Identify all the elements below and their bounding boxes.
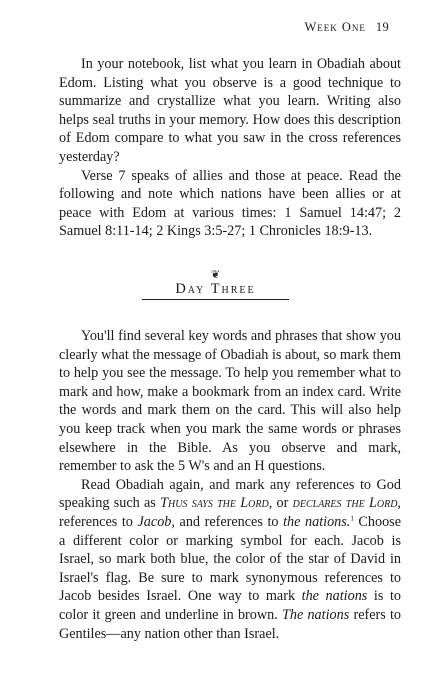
text-run: and references to xyxy=(174,513,284,530)
running-head xyxy=(304,20,389,35)
day-heading xyxy=(138,270,293,300)
paragraph-notebook: In your notebook, list what you learn in Obadiah about Edom. Listing what you observe is a good technique to summarize and crystallize what you learn. Writing also helps seal truths in your memory. How does this description of Edom compare to what you saw in the cross references yesterday? xyxy=(59,56,401,165)
footnote-marker: 1 xyxy=(350,514,354,523)
text-run: or xyxy=(272,495,293,512)
text-run: Read Obadiah again, and mark any references to God speaking such as xyxy=(59,476,401,512)
quote-declares: declares the Lord, xyxy=(292,495,401,512)
paragraph-allies: Verse 7 speaks of allies and those at peace. Read the following and note which nations have been allies or at peace with Edom at various times: 1 Samuel 14:47; 2 Samuel 8:11-14; 2 Kings 3:5-27; 1 Chronicles 18:9-13. xyxy=(59,167,401,240)
keyword-nations: the nations. xyxy=(283,513,351,530)
keyword-nations: the nations xyxy=(301,588,368,605)
day-three-text-block xyxy=(59,327,401,643)
keyword-nations: The nations xyxy=(281,606,350,623)
quote-thus-says: Thus says the Lord, xyxy=(160,495,273,512)
day-title: Day Three xyxy=(175,281,256,297)
paragraph-key-words: You'll find several key words and phrases that show you clearly what the message of Obadiah is about, so mark them to help you see the message. To help you remember what to mark and how, make a bookmark from an index card. Write the words and mark them on the card. This will also help you keep track when you mark the same words or phrases elsewhere in the Bible. As you observe and mark, remember to ask the 5 W's and an H questions. xyxy=(59,328,401,475)
text-run: is to color it green and underline in brown. xyxy=(59,588,401,623)
text-run: Choose a different color or marking symbol for each. Jacob is Israel, so mark both blue, the color of the star of David in Israel's flag. Be sure to mark synonymous references to Jacob besides Israel. One way to mark xyxy=(59,513,401,605)
paragraph-marking xyxy=(59,476,401,643)
page-number: 19 xyxy=(375,20,389,34)
text-run: references to xyxy=(59,513,138,530)
section-title: Week One xyxy=(304,20,366,34)
fleuron-ornament-icon: ❦ xyxy=(210,269,221,281)
top-text-block xyxy=(59,55,401,241)
keyword-jacob: Jacob, xyxy=(137,513,175,530)
heading-rule xyxy=(142,299,289,300)
text-run: refers to Gentiles—any nation other than Israel. xyxy=(59,606,402,642)
